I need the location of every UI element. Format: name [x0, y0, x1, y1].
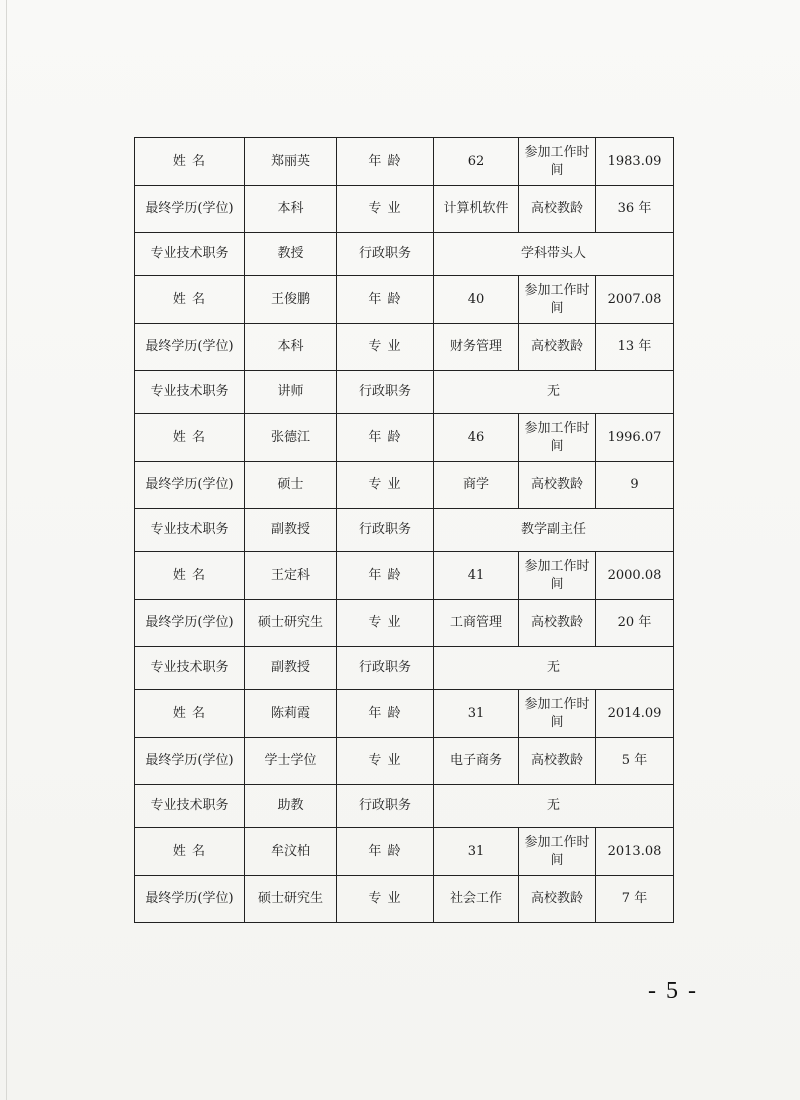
- staff-title: 教授: [245, 233, 337, 276]
- name-label: 姓 名: [135, 828, 245, 876]
- name-label: 姓 名: [135, 138, 245, 186]
- staff-education: 本科: [245, 186, 337, 233]
- title-label: 专业技术职务: [135, 509, 245, 552]
- table-row: [135, 324, 674, 371]
- staff-age: 62: [434, 138, 519, 186]
- table-row: [135, 785, 674, 828]
- staff-major: 商学: [434, 462, 519, 509]
- admin-post-label: 行政职务: [337, 233, 434, 276]
- start-work-label: 参加工作时间: [519, 138, 596, 186]
- staff-education: 本科: [245, 324, 337, 371]
- staff-age: 41: [434, 552, 519, 600]
- table-row: [135, 690, 674, 738]
- title-label: 专业技术职务: [135, 371, 245, 414]
- title-label: 专业技术职务: [135, 233, 245, 276]
- title-label: 专业技术职务: [135, 785, 245, 828]
- start-work-label: 参加工作时间: [519, 276, 596, 324]
- staff-education: 硕士: [245, 462, 337, 509]
- staff-admin-post: 无: [434, 785, 674, 828]
- start-work-label: 参加工作时间: [519, 414, 596, 462]
- staff-teaching-years: 7 年: [596, 876, 674, 923]
- table-row: [135, 600, 674, 647]
- staff-start-work: 2000.08: [596, 552, 674, 600]
- start-work-label: 参加工作时间: [519, 552, 596, 600]
- staff-education: 学士学位: [245, 738, 337, 785]
- table-row: [135, 738, 674, 785]
- staff-teaching-years: 13 年: [596, 324, 674, 371]
- staff-admin-post: 学科带头人: [434, 233, 674, 276]
- major-label: 专 业: [337, 876, 434, 923]
- staff-age: 46: [434, 414, 519, 462]
- age-label: 年 龄: [337, 828, 434, 876]
- title-label: 专业技术职务: [135, 647, 245, 690]
- table-row: [135, 552, 674, 600]
- staff-title: 副教授: [245, 647, 337, 690]
- staff-start-work: 1996.07: [596, 414, 674, 462]
- staff-name: 牟汶柏: [245, 828, 337, 876]
- name-label: 姓 名: [135, 276, 245, 324]
- major-label: 专 业: [337, 324, 434, 371]
- staff-name: 王俊鹏: [245, 276, 337, 324]
- staff-age: 31: [434, 690, 519, 738]
- major-label: 专 业: [337, 600, 434, 647]
- teaching-years-label: 高校教龄: [519, 186, 596, 233]
- staff-major: 财务管理: [434, 324, 519, 371]
- name-label: 姓 名: [135, 414, 245, 462]
- teaching-years-label: 高校教龄: [519, 462, 596, 509]
- staff-info-table: [134, 137, 674, 923]
- major-label: 专 业: [337, 186, 434, 233]
- education-label: 最终学历(学位): [135, 324, 245, 371]
- staff-age: 40: [434, 276, 519, 324]
- admin-post-label: 行政职务: [337, 509, 434, 552]
- staff-education: 硕士研究生: [245, 876, 337, 923]
- name-label: 姓 名: [135, 552, 245, 600]
- age-label: 年 龄: [337, 414, 434, 462]
- table-row: [135, 138, 674, 186]
- age-label: 年 龄: [337, 138, 434, 186]
- staff-start-work: 2013.08: [596, 828, 674, 876]
- education-label: 最终学历(学位): [135, 186, 245, 233]
- staff-name: 郑丽英: [245, 138, 337, 186]
- admin-post-label: 行政职务: [337, 785, 434, 828]
- staff-admin-post: 无: [434, 647, 674, 690]
- staff-start-work: 2007.08: [596, 276, 674, 324]
- staff-education: 硕士研究生: [245, 600, 337, 647]
- staff-admin-post: 教学副主任: [434, 509, 674, 552]
- staff-name: 王定科: [245, 552, 337, 600]
- age-label: 年 龄: [337, 276, 434, 324]
- staff-major: 电子商务: [434, 738, 519, 785]
- page-number: - 5 -: [648, 978, 698, 1004]
- education-label: 最终学历(学位): [135, 876, 245, 923]
- name-label: 姓 名: [135, 690, 245, 738]
- staff-name: 陈莉霞: [245, 690, 337, 738]
- staff-title: 讲师: [245, 371, 337, 414]
- table-row: [135, 414, 674, 462]
- major-label: 专 业: [337, 462, 434, 509]
- table-row: [135, 647, 674, 690]
- staff-start-work: 1983.09: [596, 138, 674, 186]
- staff-title: 副教授: [245, 509, 337, 552]
- education-label: 最终学历(学位): [135, 600, 245, 647]
- admin-post-label: 行政职务: [337, 371, 434, 414]
- age-label: 年 龄: [337, 552, 434, 600]
- staff-title: 助教: [245, 785, 337, 828]
- staff-teaching-years: 5 年: [596, 738, 674, 785]
- major-label: 专 业: [337, 738, 434, 785]
- staff-age: 31: [434, 828, 519, 876]
- scan-fold-line: [6, 0, 7, 1100]
- table-row: [135, 186, 674, 233]
- start-work-label: 参加工作时间: [519, 690, 596, 738]
- staff-start-work: 2014.09: [596, 690, 674, 738]
- table-row: [135, 233, 674, 276]
- table-row: [135, 371, 674, 414]
- table-row: [135, 276, 674, 324]
- staff-name: 张德江: [245, 414, 337, 462]
- staff-admin-post: 无: [434, 371, 674, 414]
- staff-teaching-years: 9: [596, 462, 674, 509]
- age-label: 年 龄: [337, 690, 434, 738]
- table-row: [135, 462, 674, 509]
- table-row: [135, 876, 674, 923]
- start-work-label: 参加工作时间: [519, 828, 596, 876]
- table-row: [135, 828, 674, 876]
- staff-major: 计算机软件: [434, 186, 519, 233]
- staff-major: 工商管理: [434, 600, 519, 647]
- teaching-years-label: 高校教龄: [519, 600, 596, 647]
- education-label: 最终学历(学位): [135, 462, 245, 509]
- admin-post-label: 行政职务: [337, 647, 434, 690]
- table-row: [135, 509, 674, 552]
- teaching-years-label: 高校教龄: [519, 324, 596, 371]
- teaching-years-label: 高校教龄: [519, 738, 596, 785]
- teaching-years-label: 高校教龄: [519, 876, 596, 923]
- staff-major: 社会工作: [434, 876, 519, 923]
- education-label: 最终学历(学位): [135, 738, 245, 785]
- staff-teaching-years: 20 年: [596, 600, 674, 647]
- staff-teaching-years: 36 年: [596, 186, 674, 233]
